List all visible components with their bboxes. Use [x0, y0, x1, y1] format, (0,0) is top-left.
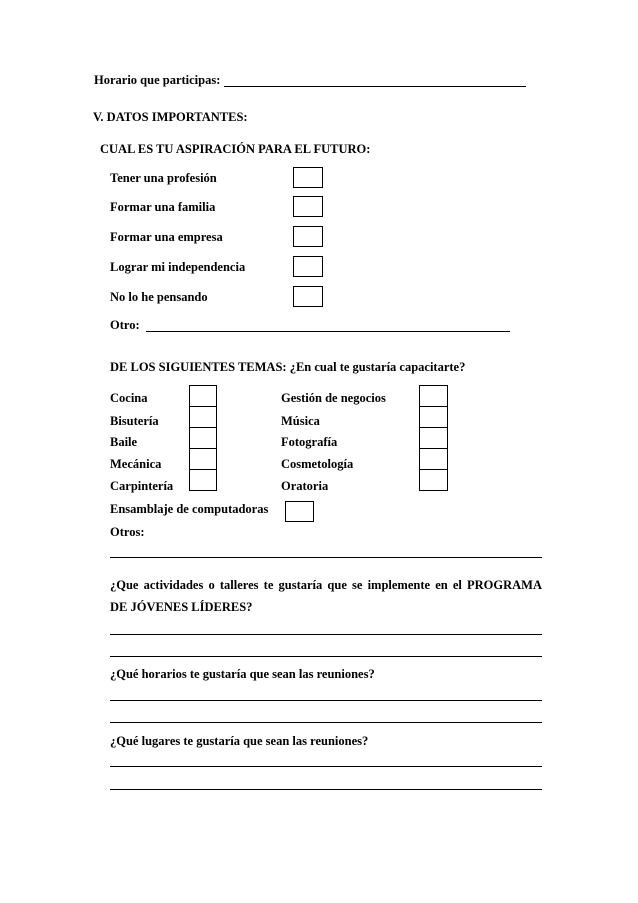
activities-answer-line-1[interactable]	[110, 634, 542, 635]
checkbox-music[interactable]	[419, 406, 448, 428]
topic-label-carpentry: Carpintería	[110, 479, 174, 493]
option-label-independence: Lograr mi independencia	[110, 260, 246, 274]
checkbox-cooking[interactable]	[189, 385, 217, 407]
checkbox-profession[interactable]	[293, 167, 323, 188]
option-label-profession: Tener una profesión	[110, 171, 217, 185]
topic-label-music: Música	[281, 414, 320, 428]
option-label-family: Formar una familia	[110, 200, 216, 214]
schedule-answer-line[interactable]	[224, 86, 526, 87]
topic-label-mechanics: Mecánica	[110, 457, 162, 471]
checkbox-independence[interactable]	[293, 256, 323, 277]
checkbox-photography[interactable]	[419, 427, 448, 449]
others-answer-line[interactable]	[110, 557, 542, 558]
other-answer-line[interactable]	[146, 331, 510, 332]
topic-label-cosmetology: Cosmetología	[281, 457, 354, 471]
topic-label-oratory: Oratoria	[281, 479, 329, 493]
places-answer-line-1[interactable]	[110, 766, 542, 767]
option-label-company: Formar una empresa	[110, 230, 223, 244]
checkbox-dance[interactable]	[189, 427, 217, 449]
checkbox-jewelry[interactable]	[189, 406, 217, 428]
topics-question: DE LOS SIGUIENTES TEMAS: ¿En cual te gustaría capacitarte?	[110, 360, 466, 374]
checkbox-oratory[interactable]	[419, 469, 448, 491]
activities-answer-line-2[interactable]	[110, 656, 542, 657]
checkbox-cosmetology[interactable]	[419, 448, 448, 470]
checkbox-business[interactable]	[419, 385, 448, 407]
schedule-question: ¿Qué horarios te gustaría que sean las reuniones?	[110, 667, 375, 681]
activities-question-line1: ¿Que actividades o talleres te gustaría que se implemente en el PROGRAMA	[110, 578, 542, 592]
schedule-label: Horario que participas:	[94, 73, 221, 87]
schedule-answer-line-1[interactable]	[110, 700, 542, 701]
checkbox-computer-assembly[interactable]	[285, 501, 314, 522]
schedule-answer-line-2[interactable]	[110, 722, 542, 723]
topic-label-jewelry: Bisutería	[110, 414, 159, 428]
checkbox-company[interactable]	[293, 226, 323, 247]
checkbox-mechanics[interactable]	[189, 448, 217, 470]
topic-label-cooking: Cocina	[110, 391, 148, 405]
places-question: ¿Qué lugares te gustaría que sean las reuniones?	[110, 734, 369, 748]
option-label-not-thought: No lo he pensando	[110, 290, 208, 304]
section-title: V. DATOS IMPORTANTES:	[93, 110, 248, 124]
activities-question-line2: DE JÓVENES LÍDERES?	[110, 600, 253, 614]
checkbox-carpentry[interactable]	[189, 469, 217, 491]
topic-label-photography: Fotografía	[281, 435, 338, 449]
topic-label-computer-assembly: Ensamblaje de computadoras	[110, 502, 269, 516]
places-answer-line-2[interactable]	[110, 789, 542, 790]
others-label: Otros:	[110, 525, 145, 539]
checkbox-family[interactable]	[293, 196, 323, 217]
topic-label-dance: Baile	[110, 435, 138, 449]
checkbox-not-thought[interactable]	[293, 286, 323, 307]
other-label: Otro:	[110, 318, 140, 332]
topic-label-business: Gestión de negocios	[281, 391, 386, 405]
aspiration-question: CUAL ES TU ASPIRACIÓN PARA EL FUTURO:	[100, 142, 371, 156]
